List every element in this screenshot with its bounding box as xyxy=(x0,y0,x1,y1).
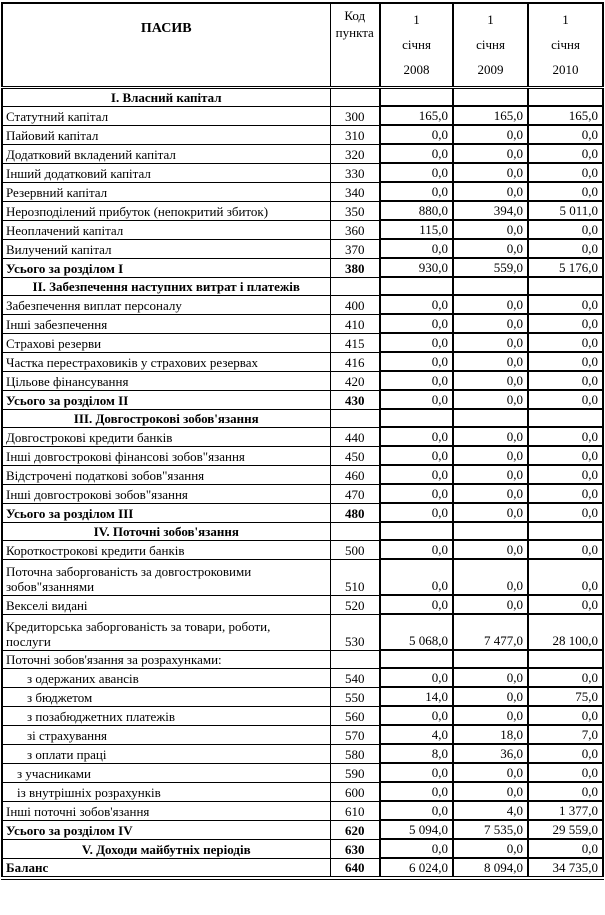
row-code-cell xyxy=(330,87,380,106)
value-cell-2009: 165,0 xyxy=(453,106,528,125)
value-cell-2009 xyxy=(453,409,528,427)
value-cell-2010: 0,0 xyxy=(528,559,603,595)
table-row xyxy=(2,782,603,801)
table-row xyxy=(2,763,603,782)
value-cell-2008: 0,0 xyxy=(380,352,453,371)
table-row xyxy=(2,725,603,744)
value-cell-2008: 0,0 xyxy=(380,371,453,390)
value-cell-2009: 0,0 xyxy=(453,220,528,239)
value-cell-2008: 0,0 xyxy=(380,125,453,144)
row-code-cell: 300 xyxy=(330,106,380,125)
row-code-cell xyxy=(330,522,380,540)
row-code-cell: 600 xyxy=(330,782,380,801)
table-row xyxy=(2,801,603,820)
value-cell-2010: 0,0 xyxy=(528,314,603,333)
table-row xyxy=(2,295,603,314)
value-cell-2010: 0,0 xyxy=(528,744,603,763)
value-cell-2008 xyxy=(380,409,453,427)
row-code-cell: 590 xyxy=(330,763,380,782)
row-label-cell: Страхові резерви xyxy=(2,333,330,352)
table-row xyxy=(2,522,603,540)
value-cell-2010: 0,0 xyxy=(528,333,603,352)
period-day: 1 xyxy=(487,11,494,27)
row-label-cell: з одержаних авансів xyxy=(2,668,330,687)
value-cell-2009: 0,0 xyxy=(453,182,528,201)
value-cell-2008: 5 094,0 xyxy=(380,820,453,839)
value-cell-2008: 0,0 xyxy=(380,503,453,522)
table-row xyxy=(2,87,603,106)
value-cell-2008 xyxy=(380,87,453,106)
table-row xyxy=(2,258,603,277)
row-code-cell: 350 xyxy=(330,201,380,220)
row-code-cell: 610 xyxy=(330,801,380,820)
value-cell-2009: 0,0 xyxy=(453,782,528,801)
row-code-cell: 310 xyxy=(330,125,380,144)
value-cell-2009 xyxy=(453,650,528,668)
row-label-cell: I. Власний капітал xyxy=(2,87,330,106)
row-code-cell xyxy=(330,650,380,668)
value-cell-2008: 0,0 xyxy=(380,484,453,503)
value-cell-2009: 0,0 xyxy=(453,352,528,371)
value-cell-2010: 5 176,0 xyxy=(528,258,603,277)
value-cell-2010: 0,0 xyxy=(528,352,603,371)
table-row xyxy=(2,614,603,650)
row-code-cell: 430 xyxy=(330,390,380,409)
table-row xyxy=(2,220,603,239)
value-cell-2010: 0,0 xyxy=(528,144,603,163)
table-row xyxy=(2,446,603,465)
row-label-cell: з бюджетом xyxy=(2,687,330,706)
value-cell-2009: 0,0 xyxy=(453,465,528,484)
value-cell-2009: 7 477,0 xyxy=(453,614,528,650)
table-row xyxy=(2,484,603,503)
value-cell-2009: 0,0 xyxy=(453,163,528,182)
value-cell-2010: 0,0 xyxy=(528,239,603,258)
value-cell-2008: 0,0 xyxy=(380,801,453,820)
value-cell-2008: 930,0 xyxy=(380,258,453,277)
value-cell-2008: 0,0 xyxy=(380,465,453,484)
value-cell-2008: 165,0 xyxy=(380,106,453,125)
row-label-cell: Цільове фінансування xyxy=(2,371,330,390)
value-cell-2008: 0,0 xyxy=(380,144,453,163)
row-label-cell: Інший додатковий капітал xyxy=(2,163,330,182)
row-label-cell: Інші довгострокові зобов"язання xyxy=(2,484,330,503)
value-cell-2008: 0,0 xyxy=(380,239,453,258)
value-cell-2009: 0,0 xyxy=(453,239,528,258)
row-code-cell: 640 xyxy=(330,858,380,878)
value-cell-2010: 0,0 xyxy=(528,484,603,503)
value-cell-2009: 0,0 xyxy=(453,295,528,314)
row-code-cell: 360 xyxy=(330,220,380,239)
value-cell-2008: 8,0 xyxy=(380,744,453,763)
value-cell-2009: 0,0 xyxy=(453,595,528,614)
period-year: 2008 xyxy=(403,61,430,77)
row-code-cell: 500 xyxy=(330,540,380,559)
value-cell-2010: 5 011,0 xyxy=(528,201,603,220)
row-label-cell: V. Доходи майбутніх періодів xyxy=(2,839,330,858)
row-label-cell: IV. Поточні зобов'язання xyxy=(2,522,330,540)
row-label-cell: Усього за розділом IV xyxy=(2,820,330,839)
table-row xyxy=(2,277,603,295)
value-cell-2009: 0,0 xyxy=(453,371,528,390)
value-cell-2009: 4,0 xyxy=(453,801,528,820)
value-cell-2008 xyxy=(380,650,453,668)
value-cell-2010 xyxy=(528,650,603,668)
row-label-cell: Усього за розділом I xyxy=(2,258,330,277)
table-row xyxy=(2,352,603,371)
value-cell-2010: 34 735,0 xyxy=(528,858,603,878)
table-row xyxy=(2,182,603,201)
value-cell-2009: 0,0 xyxy=(453,706,528,725)
table-row xyxy=(2,858,603,878)
table-row xyxy=(2,839,603,858)
row-code-cell: 330 xyxy=(330,163,380,182)
value-cell-2008: 4,0 xyxy=(380,725,453,744)
table-row xyxy=(2,333,603,352)
table-row xyxy=(2,595,603,614)
row-label-cell: Пайовий капітал xyxy=(2,125,330,144)
value-cell-2009: 0,0 xyxy=(453,839,528,858)
period-year: 2009 xyxy=(477,61,504,77)
table-body xyxy=(2,87,603,878)
table-row xyxy=(2,744,603,763)
table-row xyxy=(2,125,603,144)
row-label-cell: Інші забезпечення xyxy=(2,314,330,333)
value-cell-2010: 0,0 xyxy=(528,782,603,801)
row-code-cell: 320 xyxy=(330,144,380,163)
row-code-cell: 510 xyxy=(330,559,380,595)
row-code-cell: 380 xyxy=(330,258,380,277)
value-cell-2010: 7,0 xyxy=(528,725,603,744)
row-code-cell: 416 xyxy=(330,352,380,371)
value-cell-2009: 559,0 xyxy=(453,258,528,277)
table-row xyxy=(2,668,603,687)
row-code-cell: 400 xyxy=(330,295,380,314)
value-cell-2010: 0,0 xyxy=(528,839,603,858)
value-cell-2008: 6 024,0 xyxy=(380,858,453,878)
value-cell-2010: 29 559,0 xyxy=(528,820,603,839)
value-cell-2010: 0,0 xyxy=(528,668,603,687)
row-label-cell: з позабюджетних платежів xyxy=(2,706,330,725)
row-code-cell: 410 xyxy=(330,314,380,333)
row-code-cell: 580 xyxy=(330,744,380,763)
column-header-code xyxy=(330,3,380,87)
row-label-cell: Додатковий вкладений капітал xyxy=(2,144,330,163)
row-label-cell: Кредиторська заборгованість за товари, роботи, послуги xyxy=(2,614,330,650)
value-cell-2008: 0,0 xyxy=(380,314,453,333)
row-code-cell: 530 xyxy=(330,614,380,650)
code-header-line1: Код xyxy=(344,8,366,23)
row-code-cell: 620 xyxy=(330,820,380,839)
value-cell-2010: 1 377,0 xyxy=(528,801,603,820)
row-label-cell: Баланс xyxy=(2,858,330,878)
value-cell-2009: 0,0 xyxy=(453,333,528,352)
table-row xyxy=(2,706,603,725)
value-cell-2008: 880,0 xyxy=(380,201,453,220)
row-code-cell: 570 xyxy=(330,725,380,744)
row-label-cell: Нерозподілений прибуток (непокритий збиток) xyxy=(2,201,330,220)
row-code-cell xyxy=(330,409,380,427)
value-cell-2009: 36,0 xyxy=(453,744,528,763)
value-cell-2009 xyxy=(453,522,528,540)
value-cell-2009: 0,0 xyxy=(453,484,528,503)
value-cell-2010: 165,0 xyxy=(528,106,603,125)
row-label-cell: з учасниками xyxy=(2,763,330,782)
value-cell-2009: 0,0 xyxy=(453,763,528,782)
row-code-cell: 415 xyxy=(330,333,380,352)
row-code-cell: 440 xyxy=(330,427,380,446)
table-row xyxy=(2,465,603,484)
value-cell-2010: 0,0 xyxy=(528,295,603,314)
row-code-cell: 630 xyxy=(330,839,380,858)
value-cell-2010: 0,0 xyxy=(528,503,603,522)
value-cell-2010: 28 100,0 xyxy=(528,614,603,650)
value-cell-2010 xyxy=(528,87,603,106)
column-header-period-2010 xyxy=(528,3,603,87)
row-code-cell: 480 xyxy=(330,503,380,522)
row-label-cell: Резервний капітал xyxy=(2,182,330,201)
value-cell-2008: 0,0 xyxy=(380,163,453,182)
value-cell-2009: 7 535,0 xyxy=(453,820,528,839)
row-label-cell: Неоплачений капітал xyxy=(2,220,330,239)
value-cell-2009: 394,0 xyxy=(453,201,528,220)
column-header-period-2008 xyxy=(380,3,453,87)
row-label-cell: із внутрішніх розрахунків xyxy=(2,782,330,801)
row-code-cell: 420 xyxy=(330,371,380,390)
row-label-cell: Інші довгострокові фінансові зобов"язання xyxy=(2,446,330,465)
code-header-line2: пункта xyxy=(335,25,374,40)
value-cell-2008: 0,0 xyxy=(380,706,453,725)
row-label-cell: зі страхування xyxy=(2,725,330,744)
value-cell-2009: 8 094,0 xyxy=(453,858,528,878)
row-code-cell: 450 xyxy=(330,446,380,465)
table-row xyxy=(2,559,603,595)
value-cell-2010: 0,0 xyxy=(528,182,603,201)
row-label-cell: Довгострокові кредити банків xyxy=(2,427,330,446)
period-month: січня xyxy=(551,36,580,52)
value-cell-2010: 75,0 xyxy=(528,687,603,706)
value-cell-2010: 0,0 xyxy=(528,371,603,390)
value-cell-2010: 0,0 xyxy=(528,706,603,725)
value-cell-2010 xyxy=(528,277,603,295)
value-cell-2009 xyxy=(453,87,528,106)
row-label-cell: II. Забезпечення наступних витрат і платежів xyxy=(2,277,330,295)
table-row xyxy=(2,239,603,258)
value-cell-2008: 5 068,0 xyxy=(380,614,453,650)
value-cell-2009: 0,0 xyxy=(453,314,528,333)
value-cell-2008: 0,0 xyxy=(380,540,453,559)
value-cell-2009: 18,0 xyxy=(453,725,528,744)
period-year: 2010 xyxy=(552,61,579,77)
value-cell-2008: 0,0 xyxy=(380,559,453,595)
row-label-cell: Усього за розділом III xyxy=(2,503,330,522)
value-cell-2010 xyxy=(528,409,603,427)
value-cell-2010: 0,0 xyxy=(528,540,603,559)
row-code-cell: 470 xyxy=(330,484,380,503)
value-cell-2009 xyxy=(453,277,528,295)
period-day: 1 xyxy=(413,11,420,27)
value-cell-2008: 0,0 xyxy=(380,390,453,409)
period-month: січня xyxy=(402,36,431,52)
table-row xyxy=(2,163,603,182)
row-code-cell: 560 xyxy=(330,706,380,725)
value-cell-2009: 0,0 xyxy=(453,446,528,465)
row-label-cell: Статутний капітал xyxy=(2,106,330,125)
value-cell-2010: 0,0 xyxy=(528,390,603,409)
row-label-cell: Інші поточні зобов'язання xyxy=(2,801,330,820)
row-code-cell xyxy=(330,277,380,295)
row-label-cell: Поточна заборгованість за довгостроковими зобов"язаннями xyxy=(2,559,330,595)
table-row xyxy=(2,201,603,220)
row-code-cell: 460 xyxy=(330,465,380,484)
row-code-cell: 540 xyxy=(330,668,380,687)
period-day: 1 xyxy=(562,11,569,27)
row-label-cell: з оплати праці xyxy=(2,744,330,763)
table-row xyxy=(2,820,603,839)
value-cell-2008: 0,0 xyxy=(380,182,453,201)
value-cell-2010 xyxy=(528,522,603,540)
table-row xyxy=(2,503,603,522)
value-cell-2008 xyxy=(380,522,453,540)
value-cell-2010: 0,0 xyxy=(528,220,603,239)
column-header-period-2009 xyxy=(453,3,528,87)
value-cell-2008: 0,0 xyxy=(380,427,453,446)
liabilities-table xyxy=(1,2,604,880)
table-row xyxy=(2,314,603,333)
value-cell-2008: 0,0 xyxy=(380,763,453,782)
value-cell-2009: 0,0 xyxy=(453,668,528,687)
row-label-cell: Забезпечення виплат персоналу xyxy=(2,295,330,314)
row-label-cell: Короткострокові кредити банків xyxy=(2,540,330,559)
value-cell-2008: 0,0 xyxy=(380,446,453,465)
row-label-cell: Усього за розділом II xyxy=(2,390,330,409)
value-cell-2009: 0,0 xyxy=(453,144,528,163)
table-row xyxy=(2,390,603,409)
value-cell-2010: 0,0 xyxy=(528,595,603,614)
value-cell-2010: 0,0 xyxy=(528,427,603,446)
row-label-cell: Вилучений капітал xyxy=(2,239,330,258)
value-cell-2009: 0,0 xyxy=(453,687,528,706)
table-row xyxy=(2,371,603,390)
value-cell-2010: 0,0 xyxy=(528,446,603,465)
value-cell-2008: 0,0 xyxy=(380,839,453,858)
period-month: січня xyxy=(476,36,505,52)
column-header-liabilities: ПАСИВ xyxy=(2,3,330,87)
row-code-cell: 520 xyxy=(330,595,380,614)
value-cell-2009: 0,0 xyxy=(453,503,528,522)
row-label-cell: Частка перестраховиків у страхових резервах xyxy=(2,352,330,371)
value-cell-2008: 0,0 xyxy=(380,333,453,352)
table-row xyxy=(2,144,603,163)
table-row xyxy=(2,409,603,427)
row-label-cell: III. Довгострокові зобов'язання xyxy=(2,409,330,427)
value-cell-2008 xyxy=(380,277,453,295)
value-cell-2010: 0,0 xyxy=(528,163,603,182)
value-cell-2010: 0,0 xyxy=(528,125,603,144)
header-row xyxy=(2,3,603,87)
table-row xyxy=(2,687,603,706)
table-row xyxy=(2,540,603,559)
value-cell-2010: 0,0 xyxy=(528,465,603,484)
row-label-cell: Поточні зобов'язання за розрахунками: xyxy=(2,650,330,668)
value-cell-2009: 0,0 xyxy=(453,427,528,446)
value-cell-2009: 0,0 xyxy=(453,559,528,595)
value-cell-2009: 0,0 xyxy=(453,390,528,409)
row-code-cell: 370 xyxy=(330,239,380,258)
value-cell-2009: 0,0 xyxy=(453,540,528,559)
table-row xyxy=(2,106,603,125)
row-label-cell: Векселі видані xyxy=(2,595,330,614)
value-cell-2008: 0,0 xyxy=(380,668,453,687)
table-row xyxy=(2,427,603,446)
row-code-cell: 550 xyxy=(330,687,380,706)
value-cell-2008: 0,0 xyxy=(380,295,453,314)
value-cell-2008: 0,0 xyxy=(380,782,453,801)
row-code-cell: 340 xyxy=(330,182,380,201)
value-cell-2009: 0,0 xyxy=(453,125,528,144)
value-cell-2008: 14,0 xyxy=(380,687,453,706)
value-cell-2008: 115,0 xyxy=(380,220,453,239)
table-row xyxy=(2,650,603,668)
value-cell-2010: 0,0 xyxy=(528,763,603,782)
row-label-cell: Відстрочені податкові зобов"язання xyxy=(2,465,330,484)
value-cell-2008: 0,0 xyxy=(380,595,453,614)
